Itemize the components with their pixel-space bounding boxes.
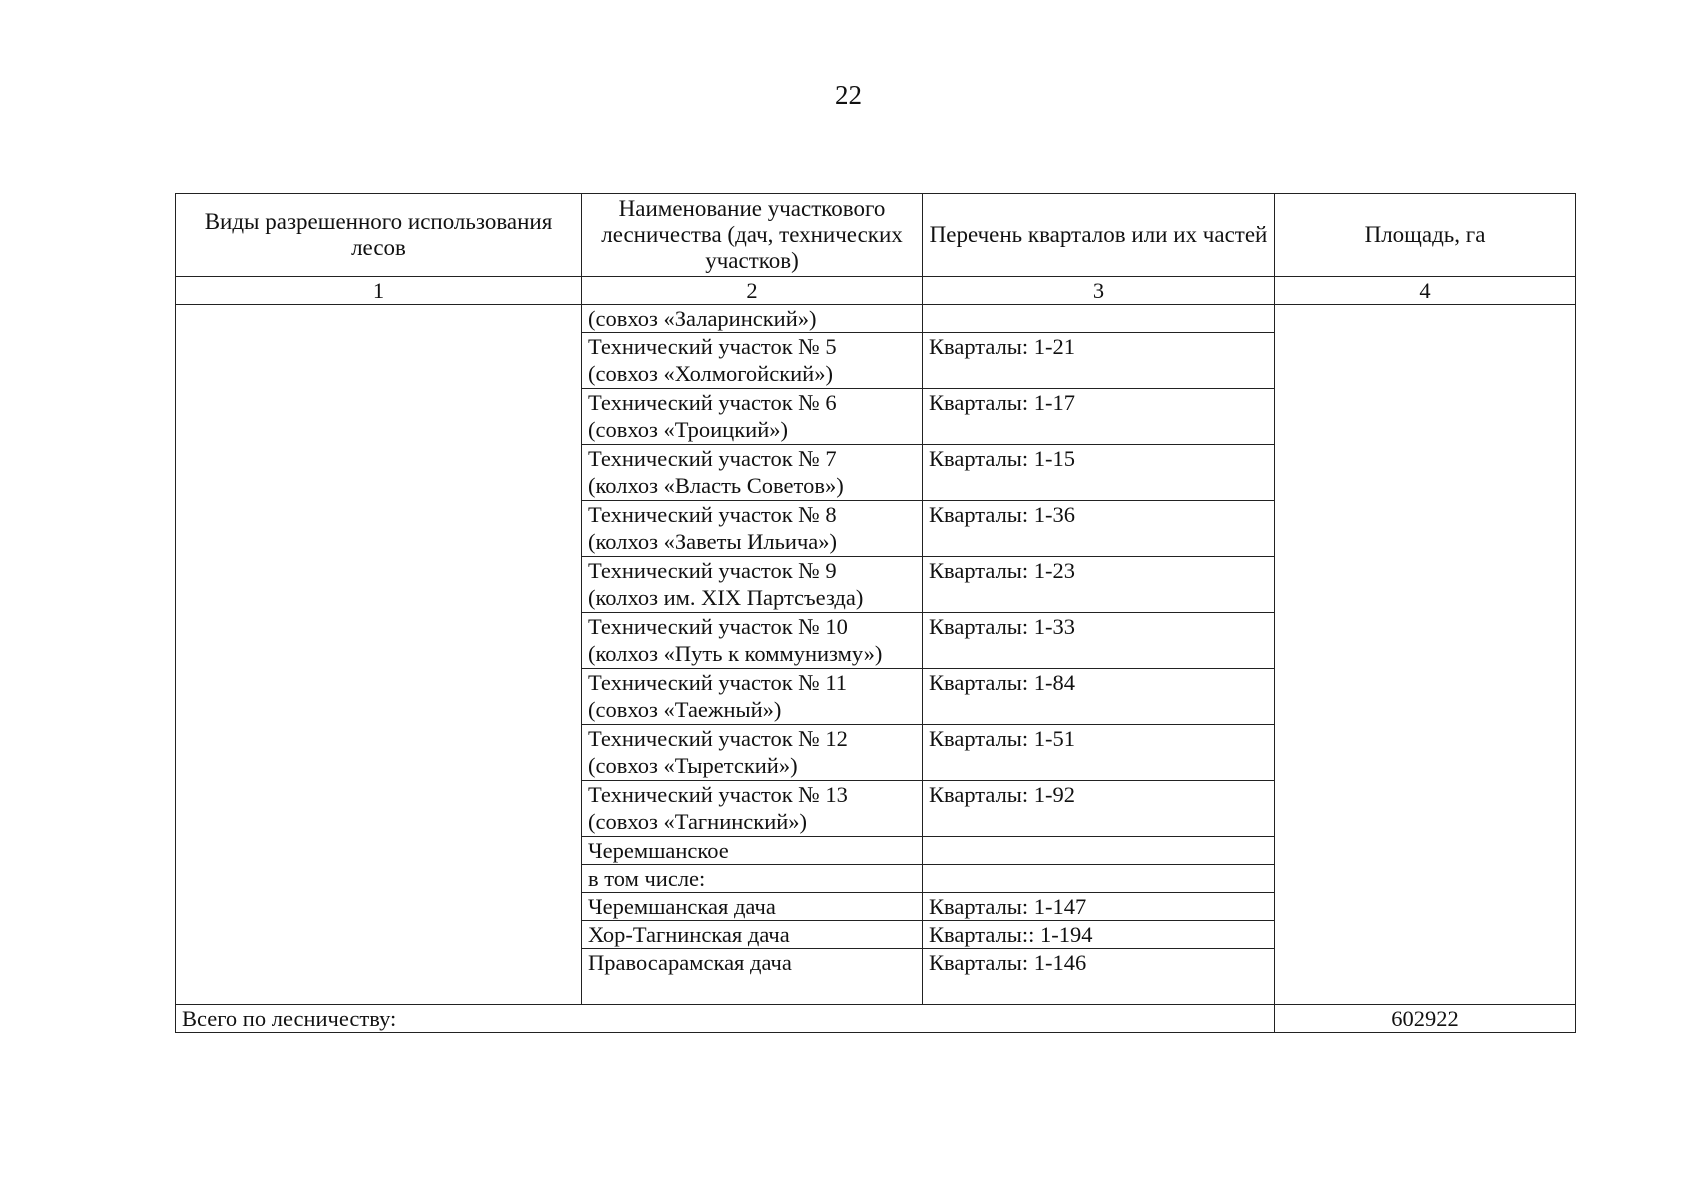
name-line: Технический участок № 10: [588, 614, 848, 639]
forestry-name-cell: [582, 949, 923, 1005]
forestry-name-cell: [582, 333, 923, 389]
forestry-name-cell: [582, 613, 923, 669]
name-line: Технический участок № 7: [588, 446, 837, 471]
name-line: Технический участок № 13: [588, 782, 848, 807]
forestry-name-cell: [582, 305, 923, 333]
quarters-cell: Кварталы: 1-147: [923, 893, 1275, 921]
name-line: (колхоз им. XIX Партсъезда): [588, 585, 864, 610]
column-number-row: [176, 277, 1576, 305]
name-line: (совхоз «Тагнинский»): [588, 809, 808, 834]
forestry-name-cell: [582, 837, 923, 865]
name-line: Правосарамская дача: [588, 950, 792, 975]
quarters-cell: Кварталы: 1-23: [923, 557, 1275, 613]
name-line: (совхоз «Заларинский»): [588, 306, 817, 331]
forestry-name-cell: [582, 781, 923, 837]
quarters-cell: [923, 305, 1275, 333]
table-row: [176, 305, 1576, 333]
forest-use-table: [175, 193, 1576, 1033]
quarters-cell: Кварталы: 1-84: [923, 669, 1275, 725]
name-line: Технический участок № 11: [588, 670, 848, 695]
name-line: Технический участок № 9: [588, 558, 837, 583]
name-line: Черемшанское: [588, 838, 729, 863]
forestry-name-cell: [582, 669, 923, 725]
forestry-name-cell: [582, 389, 923, 445]
area-cell: [1275, 305, 1576, 1005]
quarters-cell: Кварталы: 1-146: [923, 949, 1275, 1005]
quarters-cell: Кварталы: 1-21: [923, 333, 1275, 389]
name-line: Черемшанская дача: [588, 894, 776, 919]
total-label: Всего по лесничеству:: [176, 1005, 1275, 1033]
forestry-name-cell: [582, 893, 923, 921]
name-line: Технический участок № 12: [588, 726, 848, 751]
name-line: (совхоз «Холмогойский»): [588, 361, 833, 386]
column-number: 2: [582, 277, 923, 305]
header-use-types: Виды разрешенного использования лесов: [176, 194, 582, 277]
quarters-cell: Кварталы:: 1-194: [923, 921, 1275, 949]
header-quarters-list: Перечень кварталов или их частей: [923, 194, 1275, 277]
forestry-name-cell: [582, 501, 923, 557]
name-line: Хор-Тагнинская дача: [588, 922, 790, 947]
name-line: (колхоз «Власть Советов»): [588, 473, 844, 498]
name-line: Технический участок № 8: [588, 502, 837, 527]
page-number: 22: [835, 80, 862, 110]
column-number: 4: [1275, 277, 1576, 305]
quarters-cell: Кварталы: 1-36: [923, 501, 1275, 557]
forestry-name-cell: [582, 557, 923, 613]
forestry-name-cell: [582, 921, 923, 949]
forestry-name-cell: [582, 445, 923, 501]
forestry-name-cell: [582, 865, 923, 893]
total-value: 602922: [1275, 1005, 1576, 1033]
quarters-cell: [923, 837, 1275, 865]
quarters-cell: [923, 865, 1275, 893]
name-line: (совхоз «Таежный»): [588, 697, 782, 722]
name-line: (колхоз «Заветы Ильича»): [588, 529, 838, 554]
column-number: 3: [923, 277, 1275, 305]
header-area: Площадь, га: [1275, 194, 1576, 277]
name-line: в том числе:: [588, 866, 706, 891]
use-type-cell: [176, 305, 582, 1005]
name-line: Технический участок № 5: [588, 334, 837, 359]
quarters-cell: Кварталы: 1-15: [923, 445, 1275, 501]
quarters-cell: Кварталы: 1-33: [923, 613, 1275, 669]
quarters-cell: Кварталы: 1-17: [923, 389, 1275, 445]
header-forestry-name: Наименование участкового лесничества (дач, технических участков): [582, 194, 923, 277]
header-row: [176, 194, 1576, 277]
name-line: (совхоз «Тыретский»): [588, 753, 798, 778]
total-row: [176, 1005, 1576, 1033]
name-line: Технический участок № 6: [588, 390, 837, 415]
quarters-cell: Кварталы: 1-92: [923, 781, 1275, 837]
name-line: (колхоз «Путь к коммунизму»): [588, 641, 883, 666]
column-number: 1: [176, 277, 582, 305]
forestry-name-cell: [582, 725, 923, 781]
quarters-cell: Кварталы: 1-51: [923, 725, 1275, 781]
name-line: (совхоз «Троицкий»): [588, 417, 788, 442]
